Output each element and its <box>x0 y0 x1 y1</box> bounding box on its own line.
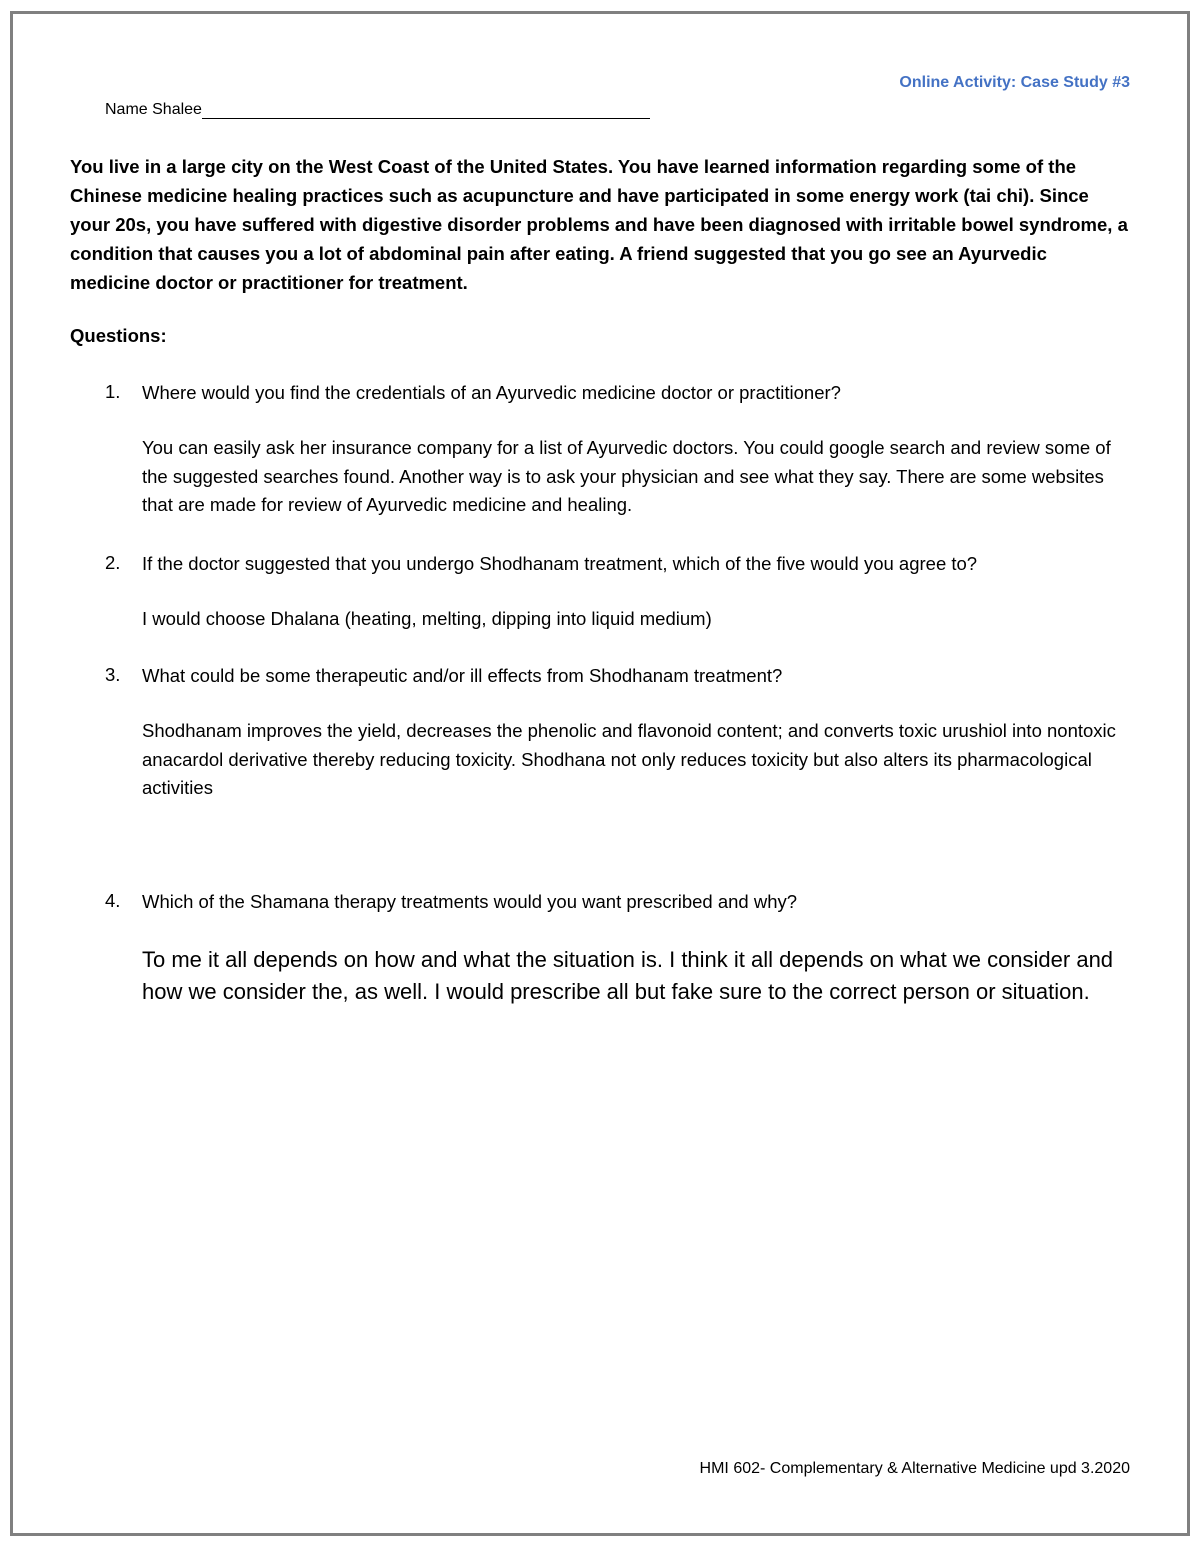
question-text: Which of the Shamana therapy treatments would you want prescribed and why? <box>142 891 798 912</box>
name-underline <box>202 100 650 119</box>
name-field <box>105 100 650 119</box>
answer-text: I would choose Dhalana (heating, melting, dipping into liquid medium) <box>142 608 712 629</box>
question-number: 2. <box>105 552 121 573</box>
questions-heading: Questions: <box>70 325 167 346</box>
name-label: Name Shalee <box>105 101 202 118</box>
question-number: 1. <box>105 381 121 402</box>
document-footer: HMI 602- Complementary & Alternative Medicine upd 3.2020 <box>699 1460 1130 1477</box>
document-title: Online Activity: Case Study #3 <box>899 74 1130 91</box>
question-number: 3. <box>105 664 121 685</box>
question-text: Where would you find the credentials of an Ayurvedic medicine doctor or practitioner? <box>142 382 841 403</box>
question-text: If the doctor suggested that you undergo Shodhanam treatment, which of the five would you agree to? <box>142 553 978 574</box>
case-scenario: You live in a large city on the West Coast of the United States. You have learned information regarding some of the Chinese medicine healing practices such as acupuncture and have participated in some energy work (tai chi). Since your 20s, you have suffered with digestive disorder problems and have been diagnosed with irritable bowel syndrome, a condition that causes you a lot of abdominal pain after eating. A friend suggested that you go see an Ayurvedic medicine doctor or practitioner for treatment. <box>70 156 1128 293</box>
answer-text: Shodhanam improves the yield, decreases the phenolic and flavonoid content; and converts toxic urushiol into nontoxic anacardol derivative thereby reducing toxicity. Shodhana not only reduces toxicity but also alters its pharmacological activities <box>142 720 1116 798</box>
question-number: 4. <box>105 890 121 911</box>
answer-text: To me it all depends on how and what the situation is. I think it all depends on what we consider and how we consider the, as well. I would prescribe all but fake sure to the correct person or situation. <box>142 947 1114 1004</box>
question-text: What could be some therapeutic and/or ill effects from Shodhanam treatment? <box>142 665 783 686</box>
answer-text: You can easily ask her insurance company for a list of Ayurvedic doctors. You could google search and review some of the suggested searches found. Another way is to ask your physician and see what they say. There are some websites that are made for review of Ayurvedic medicine and healing. <box>142 437 1111 515</box>
